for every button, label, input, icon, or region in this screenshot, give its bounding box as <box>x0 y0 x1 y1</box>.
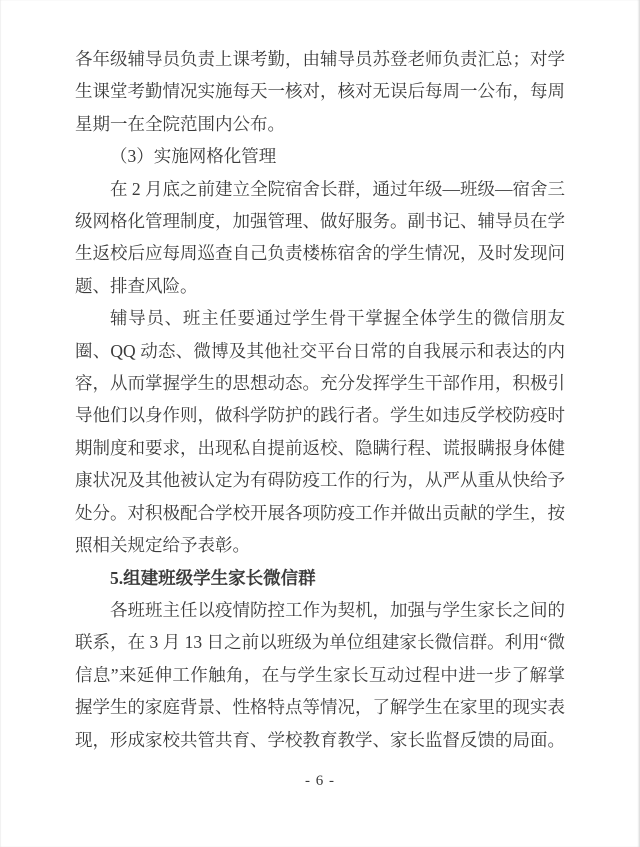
paragraph-attendance-continuation: 各年级辅导员负责上课考勤，由辅导员苏登老师负责汇总；对学生课堂考勤情况实施每天一核对，核对无误后每周一公布，每周星期一在全院范围内公布。 <box>75 49 565 134</box>
section-heading-parent-wechat-group: 5.组建班级学生家长微信群 <box>110 567 316 588</box>
paragraph-parent-wechat-group-details: 各班班主任以疫情防控工作为契机，加强与学生家长之间的联系，在 3 月 13 日之前以班级为单位组建家长微信群。利用“微信息”来延伸工作触角，在与学生家长互动过程中进一步了解掌握学生的家庭背景、性格特点等情况，了解学生在家里的现实表现，形成家校共管共育、学校教育教学、家长监督反馈的局面。 <box>75 599 565 750</box>
subheading-grid-management: （3）实施网格化管理 <box>110 146 277 167</box>
paragraph-dorm-grid-system: 在 2 月底之前建立全院宿舍长群，通过年级—班级—宿舍三级网格化管理制度，加强管理、做好服务。副书记、辅导员在学生返校后应每周巡查自己负责楼栋宿舍的学生情况，及时发现问题、排查风险。 <box>75 178 565 296</box>
document-body <box>75 43 565 756</box>
paragraph-student-monitoring-discipline: 辅导员、班主任要通过学生骨干掌握全体学生的微信朋友圈、QQ 动态、微博及其他社交平台日常的自我展示和表达的内容，从而掌握学生的思想动态。充分发挥学生干部作用，积极引导他们以身作则，做科学防护的践行者。学生如违反学校防疫时期制度和要求，出现私自提前返校、隐瞒行程、谎报瞒报身体健康状况及其他被认定为有碍防疫工作的行为，从严从重从快给予处分。对积极配合学校开展各项防疫工作并做出贡献的学生，按照相关规定给予表彰。 <box>75 308 565 556</box>
page-number: - 6 - <box>305 773 335 789</box>
